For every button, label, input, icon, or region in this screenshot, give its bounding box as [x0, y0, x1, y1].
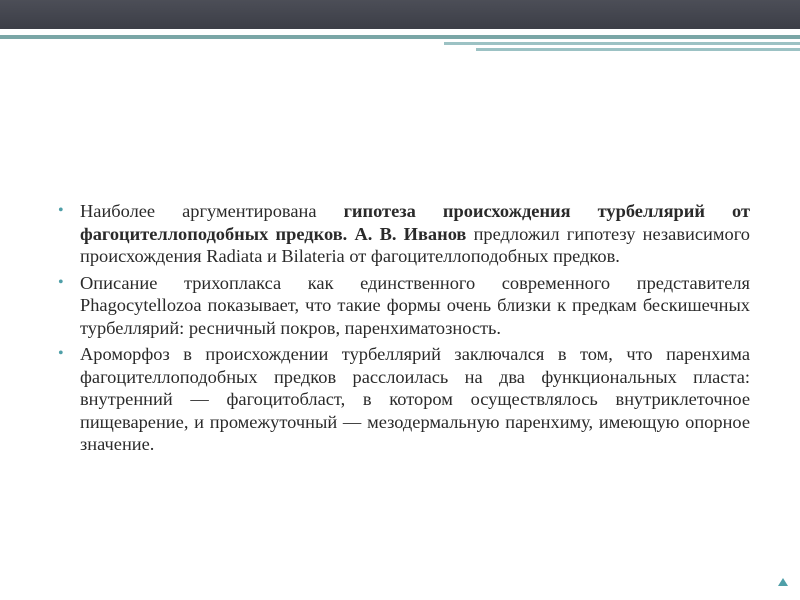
bullet-icon: •	[58, 202, 64, 219]
bullet-item-2	[58, 272, 750, 340]
bullet-icon: •	[58, 273, 64, 291]
paragraph-2-text: Описание трихоплакса как единственного современного представителя Phagocytellozoa показывает, что такие формы очень близки к предкам бескишечных турбеллярий: ресничный покров, паренхиматозность.	[80, 272, 750, 338]
header-bar	[0, 0, 800, 29]
accent-line-secondary	[444, 42, 800, 45]
paragraph-1-part-3: предложил гипотезу независимого происхождения Radiata и Bilateria от фагоцителлоподобных предков.	[80, 223, 750, 266]
bullet-item-3	[58, 343, 750, 456]
accent-line-tertiary	[476, 48, 800, 51]
accent-line	[0, 35, 800, 39]
bullet-icon: •	[58, 345, 64, 362]
bullet-list	[58, 200, 750, 456]
paragraph-1-bold: гипотеза происхождения турбеллярий от фагоцителлоподобных предков. А. В. Иванов	[80, 201, 750, 244]
slide-body	[58, 200, 750, 460]
paragraph-1-part-1: Наиболее аргументирована	[80, 201, 344, 221]
paragraph-3-text: Ароморфоз в происхождении турбеллярий заключался в том, что паренхима фагоцителлоподобных предков расслоилась на два функциональных пласта: внутренний — фагоцитобласт, в котором осуществлялось внутриклеточное пищеварение, и промежуточный — мезодермальную паренхиму, имеющую опорное значение.	[80, 344, 750, 454]
bullet-item-1	[58, 200, 750, 268]
corner-triangle-icon	[778, 578, 788, 586]
